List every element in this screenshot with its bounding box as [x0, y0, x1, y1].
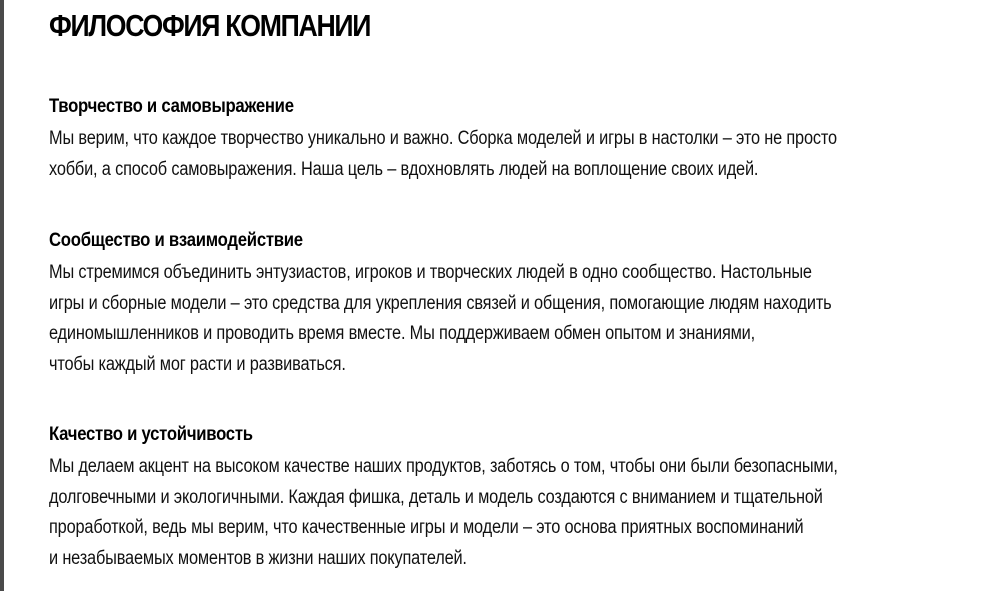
body-line: проработкой, ведь мы верим, что качественные игры и модели – это основа приятных воспоминаний [49, 517, 804, 538]
body-line: игры и сборные модели – это средства для укрепления связей и общения, помогающие людям находить [49, 292, 832, 314]
page-title: ФИЛОСОФИЯ КОМПАНИИ [49, 8, 371, 43]
section-heading: Сообщество и взаимодействие [49, 230, 303, 251]
section-creativity [49, 94, 949, 185]
body-line: Мы делаем акцент на высоком качестве наших продуктов, заботясь о том, чтобы они были безопасными, [49, 456, 838, 477]
section-body [49, 258, 949, 380]
section-community [49, 228, 949, 380]
body-line: хобби, а способ самовыражения. Наша цель – вдохновлять людей на воплощение своих идей. [49, 158, 759, 180]
section-heading: Качество и устойчивость [49, 424, 253, 445]
body-line: Мы верим, что каждое творчество уникально и важно. Сборка моделей и игры в настолки – это не просто [49, 128, 837, 149]
section-heading: Творчество и самовыражение [49, 96, 294, 117]
section-body [49, 124, 949, 185]
section-quality [49, 422, 949, 574]
body-line: Мы стремимся объединить энтузиастов, игроков и творческих людей в одно сообщество. Настольные [49, 262, 812, 283]
section-body [49, 452, 949, 574]
body-line: чтобы каждый мог расти и развиваться. [49, 353, 346, 375]
body-line: единомышленников и проводить время вместе. Мы поддерживаем обмен опытом и знаниями, [49, 323, 756, 344]
body-line: и незабываемых моментов в жизни наших покупателей. [49, 547, 467, 569]
body-line: долговечными и экологичными. Каждая фишка, деталь и модель создаются с вниманием и тщательной [49, 486, 823, 508]
left-border-rule [0, 0, 4, 591]
